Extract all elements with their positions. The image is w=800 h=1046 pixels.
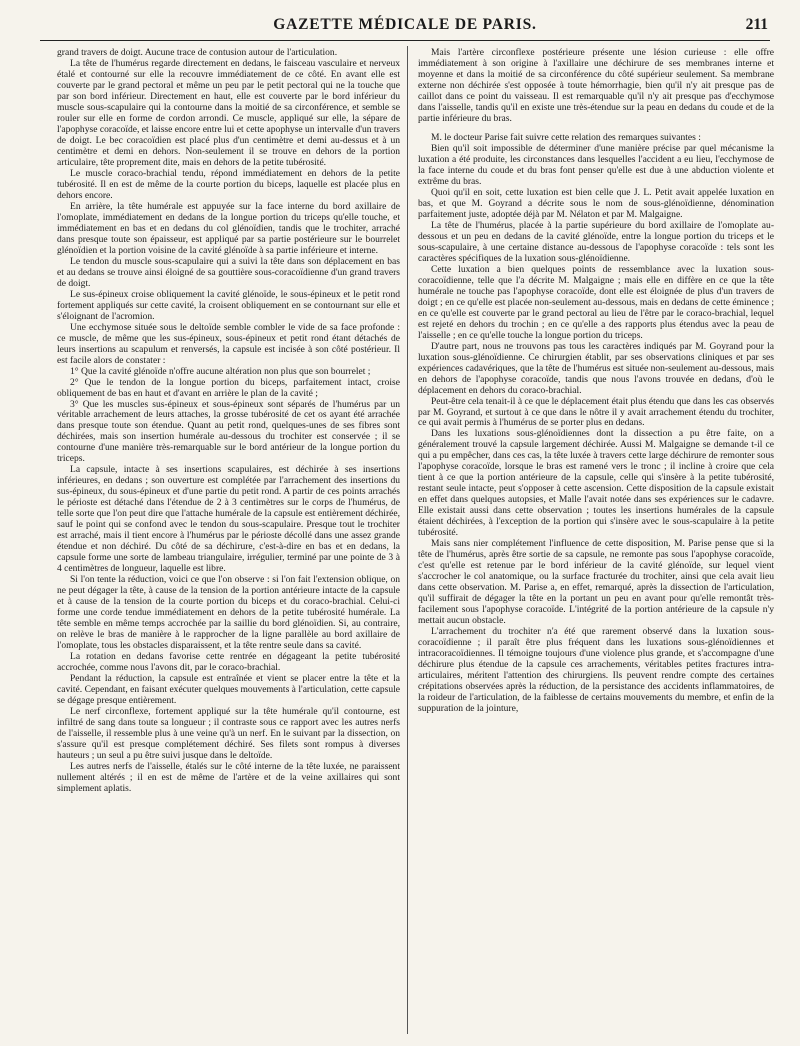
paragraph: Quoi qu'il en soit, cette luxation est bien celle que J. L. Petit avait appelée luxation en bas, et que M. Goyrand a décrite sous le nom de sous-glénoïdienne, dénomination parfaitement juste, adoptée déjà par M. Nélaton et par M. Malgaigne. (418, 186, 774, 220)
paragraph: 3° Que les muscles sus-épineux et sous-épineux sont séparés de l'humérus par un véritable arrachement de leurs attaches, la grosse tubérosité de cet os ayant été arrachée dans presque toute son étendue. Quant au petit rond, quelques-unes de ses fibres sont déchirées, mais son insertion humérale au-dessous du trochiter est conservée ; il se contourne d'une manière très-remarquable sur le bord antérieur de la longue portion du triceps. (57, 398, 400, 465)
paragraph: Le muscle coraco-brachial tendu, répond immédiatement en dehors de la petite tubérosité. Il en est de même de la courte portion du biceps, laquelle est placée plus en dehors encore. (57, 167, 400, 201)
paragraph: Dans les luxations sous-glénoïdiennes dont la dissection a pu être faite, on a généralement trouvé la capsule largement déchirée. Aussi M. Malgaigne se demande t-il ce qui a pu empêcher, dans ces cas, la tête luxée à travers cette large déchirure de remonter sous l'apophyse coracoïde, lorsque le bras est ramené vers le tronc ; il incline à croire que cela tient à ce que la portion antérieure de la capsule, celle qui s'insère à la petite tubérosité, restant seule intacte, peut s'opposer à cette ascension. Cette disposition de la capsule existait en effet dans quelques autopsies, et Malle l'avait notée dans ses expériences sur le cadavre. Elle existait aussi dans cette observation ; toutes les insertions humérales de la capsule étaient déchirées, à l'exception de la portion qui s'insère avec le sous-scapulaire à la petite tubérosité. (418, 428, 774, 539)
paragraph: Bien qu'il soit impossible de déterminer d'une manière précise par quel mécanisme la luxation a été produite, les circonstances dans lesquelles l'accident a eu lieu, l'ecchymose de la face interne du coude et du bras font penser qu'elle est due à une abduction violente et extrême du bras. (418, 142, 774, 187)
page-header (40, 14, 770, 41)
paragraph: Une ecchymose située sous le deltoïde semble combler le vide de sa face profonde : ce muscle, de même que les sus-épineux, sous-épineux et petit rond étant détachés de leurs insertions au scapulum et renversés, la capsule est incisée à son côté postérieur. Il est facile alors de constater : (57, 321, 400, 366)
paragraph: Peut-être cela tenait-il à ce que le déplacement était plus étendu que dans les cas observés par M. Goyrand, et surtout à ce que dans le nôtre il y avait arrachement étendu du trochiter, ce qui avait permis à l'humérus de se porter plus en dedans. (418, 395, 774, 429)
paragraph: Les autres nerfs de l'aisselle, étalés sur le côté interne de la tête luxée, ne paraissent nullement altérés ; il en est de même de l'artère et de la veine axillaires qui sont simplement aplatis. (57, 760, 400, 794)
paragraph: Si l'on tente la réduction, voici ce que l'on observe : si l'on fait l'extension oblique, on ne peut dégager la tête, à cause de la tension de la portion antérieure intacte de la capsule et à cause de la tension de la courte portion du biceps et du coraco-brachial. Celui-ci forme une corde tendue immédiatement en dehors de la petite tubérosité humérale. La tête semble en même temps accrochée par la saillie du bord glénoïdien. Si, au contraire, on relève le bras de manière à le rapprocher de la ligne parallèle au bord axillaire de l'omoplate, tous les obstacles disparaissent, et la tête rentre seule dans sa cavité. (57, 574, 400, 652)
paragraph: En arrière, la tête humérale est appuyée sur la face interne du bord axillaire de l'omoplate, immédiatement en dedans de la longue portion du triceps qu'elle touche, et immédiatement en bas et en dedans du col glénoïdien, tandis que le trochiter, arraché dans presque toute son épaisseur, est appliqué par sa partie postérieure sur le bourrelet glénoïdien et la portion voisine de la cavité glénoïde à sa partie inférieure et interne. (57, 200, 400, 256)
paragraph: 1° Que la cavité glénoïde n'offre aucune altération non plus que son bourrelet ; (70, 365, 371, 377)
paragraph: La tête de l'humérus regarde directement en dedans, le faisceau vasculaire et nerveux étalé et contourné sur elle la recouvre immédiatement de ce côté. En avant elle est couverte par le grand pectoral et même un peu par le petit pectoral qui ne la touche que par son bord inférieur. Directement en haut, elle est couverte par le bord inférieur du muscle sous-scapulaire qui la contourne dans la moitié de sa circonférence, et semble se rouler sur elle en forme de cordon arrondi. Ce muscle, appliqué sur elle, la sépare de l'apophyse coracoïde, et laisse encore entre lui et cette apophyse un intervalle d'un travers de doigt. Le bec coracoïdien est placé plus d'un centimètre et demi au-dessus et à un centimètre et demi en dehors. Non-seulement il se trouve en dehors de la portion articulaire, tête proprement dite, mais en dehors de la petite tubérosité. (57, 57, 400, 168)
paragraph: La rotation en dedans favorise cette rentrée en dégageant la petite tubérosité accrochée, comme nous l'avons dit, par le coraco-brachial. (57, 651, 400, 674)
paragraph: La tête de l'humérus, placée à la partie supérieure du bord axillaire de l'omoplate au-dessous et un peu en dedans de la cavité glénoïde, entre la longue portion du triceps et le sous-scapulaire, à une certaine distance au-dessous de l'apophyse coracoïde : tels sont les caractères spécifiques de la luxation sous-glénoïdienne. (418, 219, 774, 264)
left-column (57, 47, 400, 1032)
paragraph: Le nerf circonflexe, fortement appliqué sur la tête humérale qu'il contourne, est infiltré de sang dans toute sa longueur ; il contraste sous ce rapport avec les autres nerfs de l'aisselle, il ressemble plus à une veine qu'à un nerf. En le suivant par la dissection, on s'assure qu'il est presque complétement déchiré. Ses filets sont rompus à diverses hauteurs ; un seul a pu être suivi jusque dans le deltoïde. (57, 706, 400, 761)
journal-title: GAZETTE MÉDICALE DE PARIS. (273, 16, 537, 33)
paragraph: Cette luxation a bien quelques points de ressemblance avec la luxation sous-coracoïdienne, telle que l'a décrite M. Malgaigne ; mais elle en diffère en ce que la tête humérale ne touche pas l'apophyse coracoïde, dont elle est éloignée de plus d'un travers de doigt ; en ce qu'elle est placée non-seulement au-dessous, mais en dedans de cette éminence ; en ce qu'elle est couverte par le grand pectoral au lieu de l'être par le coraco-brachial, lequel est rejeté en dehors du trochin ; en ce qu'elle a des rapports plus étendus avec la peau de l'aisselle ; en ce qu'elle touche la longue portion du triceps. (418, 263, 774, 341)
paragraph: M. le docteur Parise fait suivre cette relation des remarques suivantes : (431, 131, 701, 143)
paragraph: Le sus-épineux croise obliquement la cavité glénoïde, le sous-épineux et le petit rond fortement appliqués sur cette cavité, la croisent obliquement en se contournant sur elle et s'éloignant de l'acromion. (57, 288, 400, 322)
right-column (418, 47, 774, 1032)
page-number: 211 (745, 16, 768, 33)
paragraph: 2° Que le tendon de la longue portion du biceps, parfaitement intact, croise obliquement de bas en haut et d'avant en arrière le plan de la cavité ; (57, 376, 400, 399)
paragraph: D'autre part, nous ne trouvons pas tous les caractères indiqués par M. Goyrand pour la luxation sous-glénoïdienne. Ce chirurgien établit, par ses observations cliniques et par ses expériences cadavériques, que la tête de l'humérus est située non-seulement au-dessous, mais en dehors de l'apophyse coracoïde, tandis que nous l'avons trouvée en dedans, d'où le déplacement en dehors du coraco-brachial. (418, 340, 774, 396)
paragraph: Le tendon du muscle sous-scapulaire qui a suivi la tête dans son déplacement en bas et au dedans se trouve ainsi éloigné de sa gouttière sous-coracoïdienne d'un grand travers de doigt. (57, 255, 400, 289)
paragraph: Pendant la réduction, la capsule est entraînée et vient se placer entre la tête et la cavité. Cependant, en faisant exécuter quelques mouvements à l'articulation, cette capsule se dégage presque entièrement. (57, 673, 400, 707)
paragraph: Mais l'artère circonflexe postérieure présente une lésion curieuse : elle offre immédiatement à son origine à l'axillaire une déchirure de ses membranes interne et moyenne et dans la moitié de sa circonférence du côté supérieur seulement. Sa membrane externe non déchirée s'est opposée à toute hémorrhagie, bien qu'il n'y ait presque pas de caillot dans ce point du vaisseau. Il est remarquable qu'il n'y ait presque pas d'ecchymose dans l'aisselle, tandis qu'il en existe une très-étendue sur la peau en dedans du coude et de la partie inférieure du bras. (418, 47, 774, 124)
column-divider (407, 46, 408, 1034)
paragraph: La capsule, intacte à ses insertions scapulaires, est déchirée à ses insertions inférieures, en dedans ; son ouverture est complétée par l'arrachement des insertions du sus-épineux, du sous-épineux et d'une partie du petit rond. A partir de ces points arrachés le périoste est détaché dans l'étendue de 2 à 3 centimètres sur le corps de l'humérus, de telle sorte que l'on peut dire que l'attache humérale de la capsule est entièrement déchirée, sauf le point qui se confond avec le tendon du sous-scapulaire. Presque tout le trochiter est arraché, mais il tient encore à l'humérus par le périoste décollé dans une assez grande étendue et non déchiré. Du côté de sa déchirure, c'est-à-dire en bas et en dedans, la capsule forme une sorte de lambeau triangulaire, irrégulier, terminé par une pointe de 3 à 4 centimètres de longueur, laquelle est libre. (57, 464, 400, 575)
paragraph: Mais sans nier complétement l'influence de cette disposition, M. Parise pense que si la tête de l'humérus, après être sortie de sa capsule, ne remonte pas sous l'apophyse coracoïde, c'est qu'elle est retenue par le bord inférieur de la cavité glénoïde, sur lequel vient s'accrocher le col anatomique, ou la surface fracturée du trochiter, ainsi que cela avait lieu dans cette observation. M. Parise a, en effet, remarqué, après la dissection de l'articulation, qu'il suffirait de dégager la tête en la portant un peu en avant pour qu'elle remontât très-facilement sous l'apophyse coracoïde. L'intégrité de la portion antérieure de la capsule n'y mettait aucun obstacle. (418, 538, 774, 627)
paragraph: L'arrachement du trochiter n'a été que rarement observé dans la luxation sous-coracoïdienne ; il paraît être plus fréquent dans les luxations sous-glénoïdiennes et intracoracoïdiennes. Il témoigne toujours d'une violence plus grande, et s'accompagne d'une déchirure plus étendue de la capsule ces arrachements, véritables petites fractures intra-articulaires, méritent l'attention des chirurgiens. Ils peuvent rendre compte des certaines crépitations observées après la réduction, de la persistance des accidents inflammatoires, de la roideur de l'articulation, de la faiblesse de certains mouvements du membre, et enfin de la suppuration de la jointure, (418, 626, 774, 715)
paragraph: grand travers de doigt. Aucune trace de contusion autour de l'articulation. (57, 47, 338, 58)
